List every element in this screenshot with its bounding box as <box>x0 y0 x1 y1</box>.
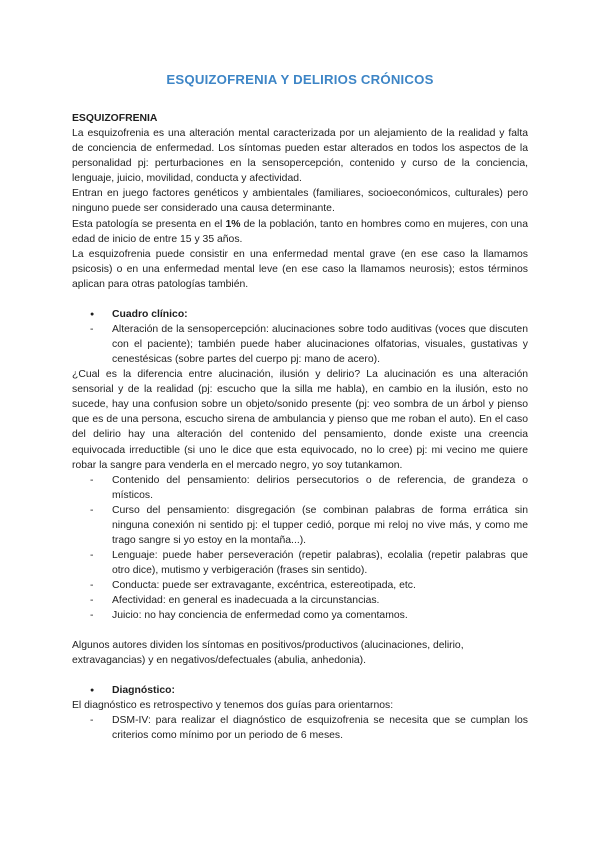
bullet-diagnostic <box>72 683 528 698</box>
spacer <box>72 292 528 307</box>
bullet-clinical <box>72 307 528 322</box>
list-item-text: Conducta: puede ser extravagante, excéntrica, estereotipada, etc. <box>112 579 416 591</box>
list-item <box>90 578 528 593</box>
paragraph-diagnostic-intro: El diagnóstico es retrospectivo y tenemos dos guías para orientarnos: <box>72 699 394 711</box>
prevalence-text-c: de la población, tanto en hombres como en mujeres, con una edad de inicio de entre 15 y 35 años. <box>72 218 528 245</box>
list-item <box>90 713 528 743</box>
prevalence-percent: 1% <box>225 218 241 230</box>
dash-icon: - <box>90 714 94 726</box>
paragraph-differences: ¿Cual es la diferencia entre alucinación, ilusión y delirio? La alucinación es una alteración sensorial y de la realidad (pj: escucho que la silla me habla), en cambio en la ilusión, esto no sucede, hay una confusion sobre un objeto/sonido presente (pj: veo sombra de un árbol y pienso que es de una persona, escucho sirena de ambulancia y pienso que me roban el auto). En el caso del delirio hay una alteración del contenido del pensamiento, donde existe una creencia equivocada irreductible (si uno le dice que esta equivocado, no lo cree) pj: mi vecino me quiere robar la sangre para venderla en el mercado negro, yo soy tutankamon. <box>72 369 528 471</box>
diagnostic-heading: Diagnóstico: <box>112 684 175 696</box>
dash-icon: - <box>90 549 94 561</box>
paragraph-factors: Entran en juego factores genéticos y ambientales (familiares, socioeconómicos, culturales) pero ninguno puede ser considerado una causa determinante. <box>72 188 528 215</box>
list-item-text: Alteración de la sensopercepción: alucinaciones sobre todo auditivas (voces que discuten con el paciente); también puede haber alucinaciones olfatorias, visuales, gustativas y cenestésicas (sobre partes del cuerpo pj: mano de acero). <box>112 324 528 366</box>
list-item-text: Curso del pensamiento: disgregación (se combinan palabras de forma errática sin ninguna conexión ni sentido pj: el tupper cedió, porque mi reloj no vive más, y como me trago sangre si yo estoy en la montaña...). <box>112 504 528 546</box>
paragraph-severity: La esquizofrenia puede consistir en una enfermedad mental grave (en ese caso la llamamos psicosis) o en una enfermedad mental leve (en ese caso la llamamos neurosis); estos términos aplican para otras patologías también. <box>72 248 528 290</box>
bullet-icon: ● <box>90 311 95 319</box>
paragraph-prevalence <box>72 217 528 247</box>
clinical-list-2 <box>72 473 528 623</box>
list-item-text: DSM-IV: para realizar el diagnóstico de esquizofrenia se necesita que se cumplan los criterios como mínimo por un periodo de 6 meses. <box>112 714 528 741</box>
dash-icon: - <box>90 579 94 591</box>
list-item <box>90 503 528 548</box>
list-item-text: Lenguaje: puede haber perseveración (repetir palabras), ecolalia (repetir palabras que otro dice), mutismo y verbigeración (frases sin sentido). <box>112 549 528 576</box>
clinical-list-1 <box>72 322 528 367</box>
list-item <box>90 608 528 623</box>
paragraph-definition: La esquizofrenia es una alteración mental caracterizada por un alejamiento de la realidad y falta de conciencia de enfermedad. Los síntomas pueden estar alterados en todos los aspectos de la personalidad pj: perturbaciones en la sensopercepción, contenido y curso de la conciencia, lenguaje, juicio, movilidad, conducta y afectividad. <box>72 128 528 185</box>
list-item-text: Contenido del pensamiento: delirios persecutorios o de referencia, de grandeza o místicos. <box>112 474 528 501</box>
dash-icon: - <box>90 474 94 486</box>
paragraph-authors: Algunos autores dividen los síntomas en positivos/productivos (alucinaciones, delirio, extravagancias) y en negativos/defectuales (abulia, anhedonia). <box>72 639 464 666</box>
prevalence-text-a: Esta patología se presenta en el <box>72 218 226 230</box>
dash-icon: - <box>90 324 94 336</box>
dash-icon: - <box>90 594 94 606</box>
diagnostic-list <box>72 713 528 743</box>
list-item-text: Juicio: no hay conciencia de enfermedad como ya comentamos. <box>112 609 408 621</box>
dash-icon: - <box>90 609 94 621</box>
bullet-icon: ● <box>90 686 95 694</box>
list-item <box>90 593 528 608</box>
spacer <box>72 668 528 683</box>
list-item <box>90 548 528 578</box>
list-item <box>90 473 528 503</box>
spacer <box>72 623 528 638</box>
page-title: ESQUIZOFRENIA Y DELIRIOS CRÓNICOS <box>166 72 434 87</box>
clinical-heading: Cuadro clínico: <box>112 309 188 321</box>
section-heading-esquizofrenia: ESQUIZOFRENIA <box>72 113 158 124</box>
list-item-text: Afectividad: en general es inadecuada a la circunstancias. <box>112 594 380 606</box>
list-item <box>90 322 528 367</box>
dash-icon: - <box>90 504 94 516</box>
